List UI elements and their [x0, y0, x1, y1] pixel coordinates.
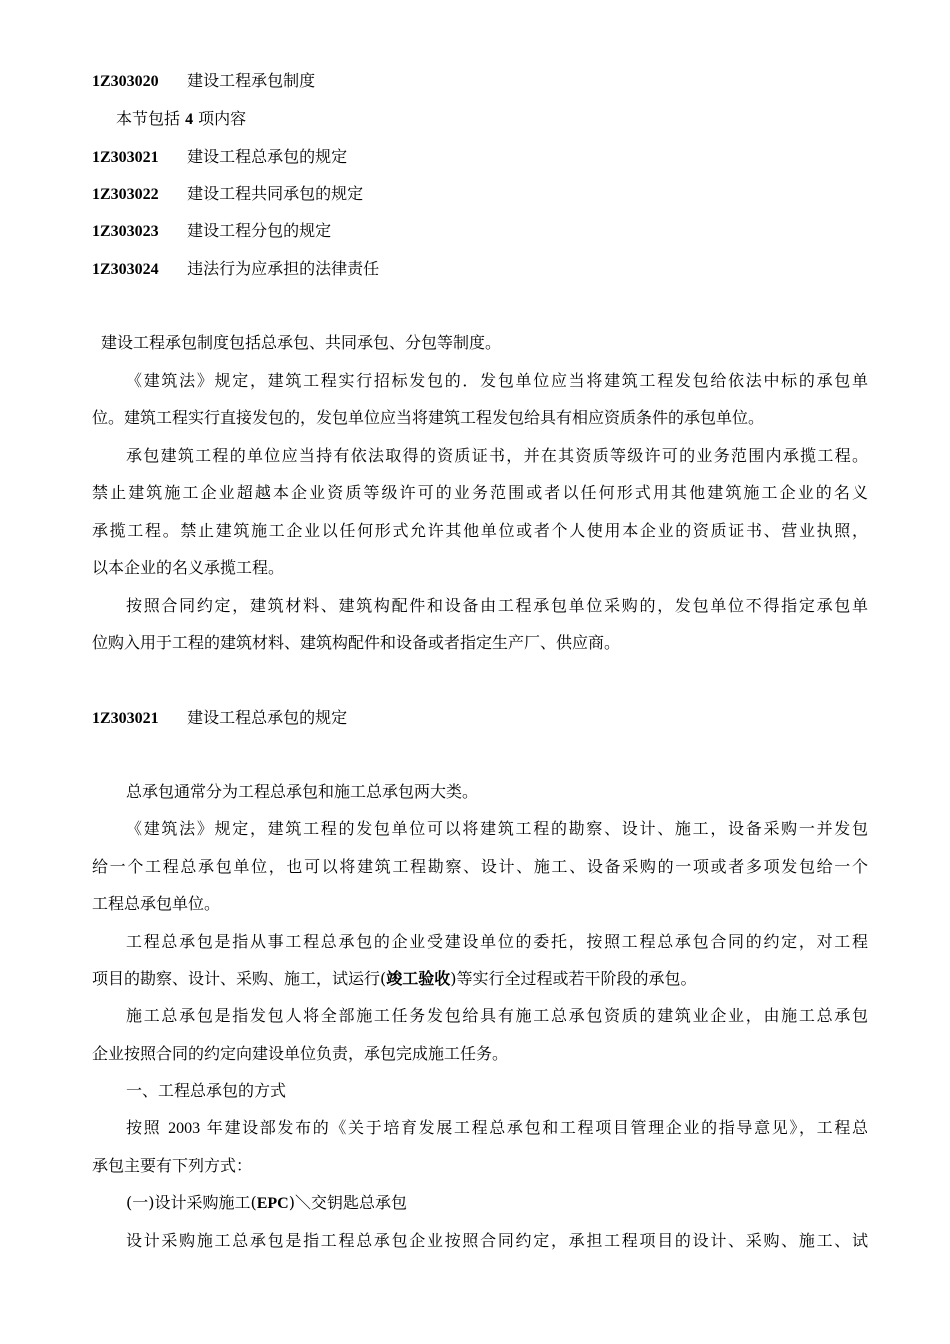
toc-section-code: 1Z303020	[92, 73, 159, 90]
year-span: 2003	[168, 1120, 201, 1137]
paragraph-line: 按照合同约定，建筑材料、建筑构配件和设备由工程承包单位采购的，发包单位不得指定承包单	[126, 596, 868, 615]
paragraph-line	[126, 1118, 868, 1139]
bold-span: EPC	[256, 1195, 289, 1212]
toc-item-code: 1Z303022	[92, 186, 159, 203]
paragraph-line: 工程总承包单位。	[92, 894, 221, 913]
bold-span: 竣工验收	[386, 971, 451, 988]
subheading: 一、工程总承包的方式	[126, 1081, 287, 1100]
paragraph-line: 以本企业的名义承揽工程。	[92, 558, 285, 577]
paragraph-line: 《建筑法》规定，建筑工程实行招标发包的．发包单位应当将建筑工程发包给依法中标的承包单	[126, 371, 868, 390]
toc-item-code: 1Z303023	[92, 223, 159, 240]
toc-item-title: 建设工程总承包的规定	[187, 147, 348, 166]
section-title: 建设工程总承包的规定	[187, 708, 348, 727]
text-span: )＼交钥匙总承包	[288, 1193, 407, 1212]
paragraph-line: 施工总承包是指发包人将全部施工任务发包给具有施工总承包资质的建筑业企业，由施工总承包	[126, 1006, 868, 1025]
paragraph-line: 总承包通常分为工程总承包和施工总承包两大类。	[126, 782, 479, 801]
text-span: 按照	[126, 1118, 169, 1137]
toc-intro-num: 4	[185, 111, 194, 128]
paragraph-line: 工程总承包是指从事工程总承包的企业受建设单位的委托，按照工程总承包合同的约定，对工程	[126, 932, 868, 951]
paragraph-line: 企业按照合同的约定向建设单位负责，承包完成施工任务。	[92, 1044, 509, 1063]
paragraph-line	[92, 969, 868, 990]
paragraph-line: 禁止建筑施工企业超越本企业资质等级许可的业务范围或者以任何形式用其他建筑施工企业的名义	[92, 483, 868, 502]
text-span: 项目的勘察、设计、采购、施工，试运行(	[92, 969, 387, 988]
text-span: (一)设计采购施工(	[126, 1193, 257, 1212]
toc-item-title: 违法行为应承担的法律责任	[187, 259, 380, 278]
text-span: )等实行全过程或若干阶段的承包。	[450, 969, 697, 988]
section-heading	[92, 708, 872, 729]
paragraph-line: 给一个工程总承包单位，也可以将建筑工程勘察、设计、施工、设备采购的一项或者多项发包给一个	[92, 857, 868, 876]
toc-item-title: 建设工程共同承包的规定	[187, 184, 364, 203]
toc-item	[92, 259, 872, 280]
section-code: 1Z303021	[92, 710, 159, 727]
paragraph-line: 承揽工程。禁止建筑施工企业以任何形式允许其他单位或者个人使用本企业的资质证书、营业执照，	[92, 521, 868, 540]
toc-intro-pre: 本节包括	[116, 109, 186, 128]
paragraph-line: 设计采购施工总承包是指工程总承包企业按照合同约定，承担工程项目的设计、采购、施工、试	[126, 1231, 868, 1250]
toc-section-heading	[92, 71, 872, 92]
toc-item	[92, 221, 872, 242]
toc-item-code: 1Z303024	[92, 261, 159, 278]
toc-intro	[116, 109, 896, 130]
toc-item	[92, 184, 872, 205]
toc-item-code: 1Z303021	[92, 149, 159, 166]
paragraph-line: 位购入用于工程的建筑材料、建筑构配件和设备或者指定生产厂、供应商。	[92, 633, 621, 652]
toc-section-title: 建设工程承包制度	[187, 71, 316, 90]
paragraph-line: 位。建筑工程实行直接发包的，发包单位应当将建筑工程发包给具有相应资质条件的承包单位。	[92, 408, 765, 427]
text-span: 年建设部发布的《关于培育发展工程总承包和工程项目管理企业的指导意见》，工程总	[200, 1118, 869, 1137]
toc-item-title: 建设工程分包的规定	[187, 221, 332, 240]
toc-intro-post: 项内容	[193, 109, 247, 128]
subheading	[126, 1193, 906, 1214]
summary-paragraph: 建设工程承包制度包括总承包、共同承包、分包等制度。	[101, 333, 502, 352]
paragraph-line: 承包主要有下列方式：	[92, 1156, 253, 1175]
paragraph-line: 《建筑法》规定，建筑工程的发包单位可以将建筑工程的勘察、设计、施工，设备采购一并发包	[126, 819, 868, 838]
toc-item	[92, 147, 872, 168]
paragraph-line: 承包建筑工程的单位应当持有依法取得的资质证书，并在其资质等级许可的业务范围内承揽工程。	[126, 446, 868, 465]
